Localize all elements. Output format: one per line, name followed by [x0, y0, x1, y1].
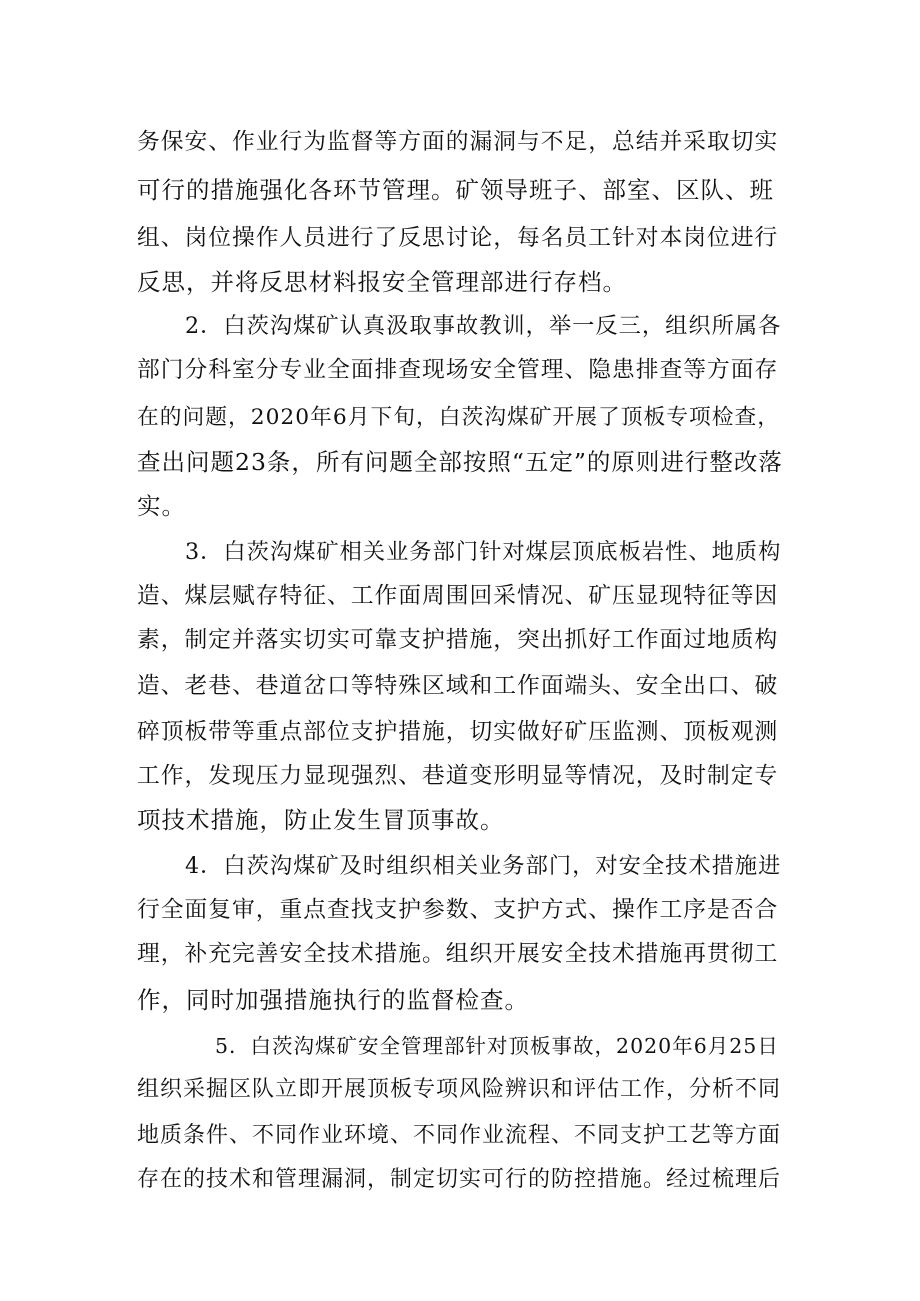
p4-line-4: 作，同时加强措施执行的监督检查。	[137, 986, 529, 1014]
p5-line-3: 地质条件、不同作业环境、不同作业流程、不同支护工艺等方面	[137, 1123, 782, 1148]
p3-line-7: 项技术措施，防止发生冒顶事故。	[137, 806, 505, 834]
p1-line-4: 反思，并将反思材料报安全管理部进行存档。	[137, 268, 627, 296]
p5-line-2: 组织采掘区队立即开展顶板专项风险辨识和评估工作，分析不同	[137, 1077, 782, 1102]
p3-line-6: 工作，发现压力显现强烈、巷道变形明显等情况，及时制定专	[137, 763, 779, 789]
p3-line-5: 碎顶板带等重点部位支护措施，切实做好矿压监测、顶板观测	[137, 719, 779, 745]
p4-line-3: 理，补充完善安全技术措施。组织开展安全技术措施再贯彻工	[137, 941, 779, 967]
p2-line-1: 2．白茨沟煤矿认真汲取事故教训，举一反三，组织所属各	[185, 313, 782, 339]
p2-line-5: 实。	[137, 492, 186, 520]
p5-line-4: 存在的技术和管理漏洞，制定切实可行的防控措施。经过梳理后	[137, 1167, 782, 1192]
p4-line-1: 4．白茨沟煤矿及时组织相关业务部门，对安全技术措施进	[185, 853, 782, 879]
p3-line-3: 素，制定并落实切实可靠支护措施，突出抓好工作面过地质构	[137, 627, 779, 653]
p3-line-1: 3．白茨沟煤矿相关业务部门针对煤层顶底板岩性、地质构	[185, 539, 782, 565]
p3-line-4: 造、老巷、巷道岔口等特殊区域和工作面端头、安全出口、破	[137, 673, 779, 699]
p1-line-3: 组、岗位操作人员进行了反思讨论，每名员工针对本岗位进行	[137, 225, 779, 251]
p2-line-3: 在的问题，2020年6月下旬，白茨沟煤矿开展了顶板专项检查，	[137, 405, 780, 430]
p5-line-1: 5．白茨沟煤矿安全管理部针对顶板事故，2020年6月25日	[215, 1034, 779, 1058]
p4-line-2: 行全面复审，重点查找支护参数、支护方式、操作工序是否合	[137, 897, 779, 923]
p2-line-4: 查出问题23条，所有问题全部按照“五定”的原则进行整改落	[137, 448, 783, 476]
p1-line-1: 务保安、作业行为监督等方面的漏洞与不足，总结并采取切实	[137, 129, 779, 155]
p2-line-2: 部门分科室分专业全面排查现场安全管理、隐患排查等方面存	[137, 357, 779, 383]
p3-line-2: 造、煤层赋存特征、工作面周围回采情况、矿压显现特征等因	[137, 583, 779, 609]
p1-line-2: 可行的措施强化各环节管理。矿领导班子、部室、区队、班	[137, 176, 774, 204]
